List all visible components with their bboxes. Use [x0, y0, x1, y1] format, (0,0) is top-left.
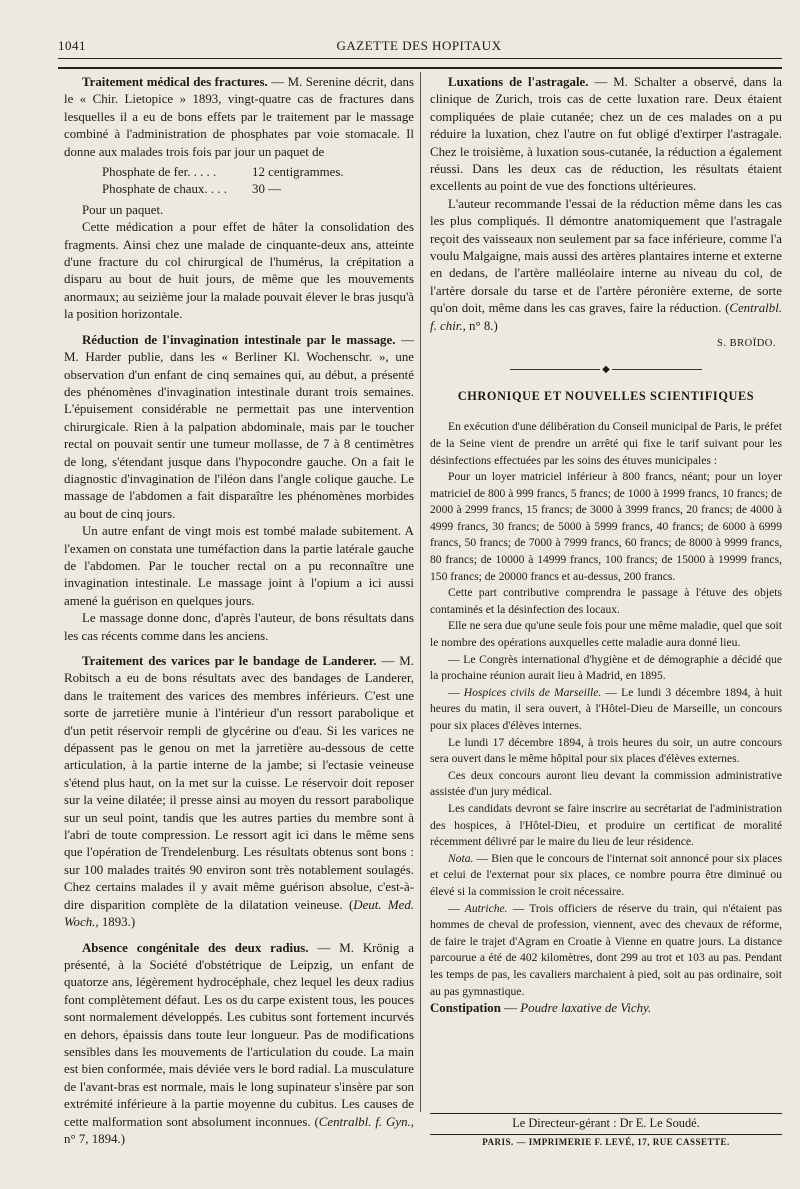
- column-separator: [420, 72, 421, 1112]
- citation-tail: , 1893.): [95, 915, 136, 930]
- news-heading: Hospices civils de Marseille.: [463, 685, 602, 699]
- author-signature: S. BROÏDO.: [717, 338, 776, 350]
- article-text: — M. Robitsch a eu de bons résultats avec des bandages de Landerer, dans le traitement des varices des membres inférieurs. C'est une sorte de jarretière munie à l'intérieur d'un ressort parabolique et d'un petit réservoir rempli de glycérine ou d'eau. Si les varices ne dépassent pas le genou on met la jarretière au-dessous de cette articulation, à la partie interne de la jambe; si l'ectasie veineuse s'étend plus haut, on la met sur la cuisse. Le réservoir doit reposer sur la veine dilatée; il presse ainsi au moyen du ressort parabolique sur un seul point, tandis que les autres parties du membre sont à l'abri de toute compression. Le ressort agit ici dans le même sens que l'opération de Trendelenburg. Les résultats obtenus sont bons : sur 100 malades traités 90 environ sont très notablement soulagés. Chez certains malades il y avait même guérison absolue, c'est-à-dire disparition complète de la dilatation veineuse. (: [64, 654, 414, 912]
- ingredient-name: Phosphate de chaux. . . .: [102, 182, 227, 197]
- chronique-content: [430, 419, 782, 1000]
- article-radius: [64, 940, 414, 1149]
- citation: Centralbl. f. Gyn.: [318, 1114, 411, 1129]
- article-text: — M. Serenine décrit, dans le « Chir. Lietopice » 1893, vingt-quatre cas de fractures dans lesquelles il a eu de bons effets par le traitement par le massage combiné à l'administration de phosphates par voie stomacale. Il donne aux malades trois fois par jour un paquet de: [64, 75, 415, 159]
- news-paragraph: En exécution d'une délibération du Conseil municipal de Paris, le préfet de la Seine vient de prendre un arrêté qui fixe le tarif suivant pour les désinfections effectuées par les soins des étuves municipales :: [430, 420, 782, 467]
- journal-title: GAZETTE DES HOPITAUX: [336, 38, 502, 53]
- news-heading: Autriche.: [464, 901, 508, 915]
- printer-line: PARIS. — IMPRIMERIE F. LEVÉ, 17, RUE CASSETTE.: [482, 1137, 730, 1147]
- header-rule-thick: [58, 67, 782, 69]
- citation-tail: , n° 7, 1894.): [64, 1114, 414, 1146]
- citation: Centralbl. f. chir.: [430, 301, 782, 333]
- news-paragraph: — Le Congrès international d'hygiène et de démographie a décidé que la prochaine réunion aurait lieu à Madrid, en 1895.: [430, 652, 782, 683]
- article-invagination: [64, 332, 414, 645]
- news-paragraph: Ces deux concours auront lieu devant la commission administrative assistée d'un jury médical.: [430, 768, 782, 799]
- article-title: Traitement médical des fractures.: [82, 75, 268, 89]
- ingredient-name: Phosphate de fer. . . . .: [102, 165, 217, 180]
- news-paragraph: Pour un loyer matriciel inférieur à 800 francs, néant; pour un loyer matriciel de 800 à 999 francs, 5 francs; de 1000 à 1999 francs, 10 francs; de 2000 à 2999 francs, 15 francs; de 3000 à 3999 francs, 20 francs; de 4000 à 4999 francs, 30 francs; de 5000 à 5999 francs, 40 francs; de 6000 à 6999 francs, 50 francs; de 7000 à 7999 francs, 60 francs; de 8000 à 9999 francs, 80 francs; de 10000 à 14999 francs, 100 francs; de 15000 à 19999 francs, 150 francs; de 20000 francs et au-dessus, 200 francs.: [430, 470, 782, 583]
- article-text: Le massage donne donc, d'après l'auteur, de bons résultats dans les cas récents comme dans les anciens.: [64, 611, 414, 643]
- article-astragale: [430, 74, 782, 353]
- news-heading: Nota.: [448, 851, 474, 865]
- footer-rule: [430, 1134, 782, 1135]
- right-column: [430, 74, 782, 1018]
- article-text: — M. Schalter a observé, dans la clinique de Zurich, trois cas de cette luxation rare. Deux étaient compliquées de plaie cutanée; chez un de ces malades on a pu réduire la luxation, chez l'autre on fut obligé d'extirper l'astragale. Chez le troisième, à luxation sous-cutanée, la réduction a également réussi. Dans les deux cas de réduction, les résultats étaient excellents au point de vue des fonctions ultérieures.: [430, 75, 782, 194]
- section-ornament: ◆: [430, 361, 782, 378]
- ad-product: Poudre laxative de Vichy.: [520, 1001, 652, 1016]
- director-line: Le Directeur-gérant : Dr E. Le Soudé.: [512, 1116, 700, 1130]
- news-paragraph: Elle ne sera due qu'une seule fois pour une même maladie, quel que soit le nombre des opérations auxquelles cette maladie aura donné lieu.: [430, 619, 782, 650]
- article-text: Cette médication a pour effet de hâter la consolidation des fragments. Ainsi chez une malade de cinquante-deux ans, atteinte d'une fracture du col chirurgical de l'humérus, la crépitation a disparu au bout de huit jours, de même que les mouvements anormaux; au seizième jour la malade pouvait élever le bras jusqu'à la position horizontale.: [64, 220, 414, 322]
- ingredient-dose: 30 —: [252, 182, 282, 197]
- news-paragraph: — Hospices civils de Marseille. — Le lundi 3 décembre 1894, à huit heures du matin, il sera ouvert, à l'Hôtel-Dieu de Marseille, un concours pour six places d'élèves internes.: [430, 685, 782, 732]
- ingredient-dose: 12 centigrammes.: [252, 165, 344, 180]
- prescription-row: [102, 181, 392, 198]
- article-title: Traitement des varices par le bandage de Landerer.: [82, 654, 377, 668]
- news-paragraph: Les candidats devront se faire inscrire au secrétariat de l'administration des hospices, à l'Hôtel-Dieu, et produire un certificat de moralité récemment délivré par le maire du lieu de leur résidence.: [430, 801, 782, 849]
- article-text: — M. Krönig a présenté, à la Société d'obstétrique de Leipzig, un enfant de quatorze ans, légèrement hydrocéphale, chez lequel les deux radius font complètement défaut. Les os du carpe existent tous, les pouces sont normalement développés. Les cubitus sont fortement incurvés en dehors, épaissis dans toute leur longueur. Pas de modifications sensibles dans les mouvements de l'articulation du coude. La main est bien conformée, mais déviée vers le bord radial. La musculature de l'avant-bras est normale, mais le long supinateur s'insère par son extrémité inférieure à la partie moyenne du cubitus. Les causes de cette malformation sont absolument inconnues. (: [64, 940, 414, 1129]
- header-rule: [58, 58, 782, 59]
- citation-tail: , n° 8.): [462, 318, 498, 333]
- news-paragraph: Nota. — Bien que le concours de l'internat soit annoncé pour six places et celui de l'externat pour six places, ce nombre pourra être diminué ou élevé si la commission le croit nécessaire.: [430, 851, 782, 898]
- news-paragraph: Le lundi 17 décembre 1894, à trois heures du soir, un autre concours sera ouvert dans le même hôpital pour six places d'élèves externes.: [430, 735, 782, 766]
- prescription-note: Pour un paquet.: [82, 202, 164, 217]
- article-title: Luxations de l'astragale.: [448, 75, 589, 89]
- article-title: Absence congénitale des deux radius.: [82, 940, 309, 955]
- left-column: [64, 74, 414, 1148]
- citation: Deut. Med. Woch.: [64, 897, 414, 930]
- article-title: Réduction de l'invagination intestinale par le massage.: [82, 332, 396, 347]
- article-varices: [64, 653, 414, 932]
- article-text: L'auteur recommande l'essai de la réduction même dans les cas les plus compliqués. Il démontre anatomiquement que l'astragale reçoit des vaisseaux non seulement par sa face inférieure, comme l'a voulu Malgaigne, mais aussi des artères plantaires interne et externe en dedans, de l'artère malléolaire interne au niveau du col, de l'artère dorsale du tarse et de l'artère péronière externe, de sorte qu'on doit, même dans les cas graves, faire la réduction. (: [430, 196, 783, 316]
- prescription-row: [102, 164, 392, 181]
- article-fractures: [64, 74, 414, 324]
- news-paragraph: — Autriche. — Trois officiers de réserve du train, qui n'étaient pas hommes de cheval de profession, viennent, avec des chevaux de réforme, de faire le trajet d'Agram en Croatie à Vienne en quatre jours. La distance parcourue a été de 402 kilomètres, dont 299 au trot et 103 au pas. Pendant les temps de pas, les cavaliers marchaient à pied, soit au pas ordinaire, soit au pas gymnastique.: [430, 901, 782, 998]
- article-text: Un autre enfant de vingt mois est tombé malade subitement. A l'examen on constata une tuméfaction dans la partie latérale gauche de l'abdomen. Par le toucher rectal on a pu reconnaître une invagination intestinale. Le massage joint à l'opium a ici aussi amené la guérison en quelques jours.: [64, 524, 414, 608]
- news-paragraph: Cette part contributive comprendra le passage à l'étuve des objets contaminés et la désinfection des locaux.: [430, 586, 782, 616]
- advertisement: Constipation — Poudre laxative de Vichy.: [430, 1001, 652, 1016]
- page-header: [58, 38, 780, 58]
- page-number: 1041: [58, 38, 86, 53]
- section-title: CHRONIQUE ET NOUVELLES SCIENTIFIQUES: [457, 388, 755, 403]
- ad-label: Constipation: [430, 1001, 501, 1016]
- prescription-table: [102, 164, 392, 199]
- footer-rule: [430, 1113, 782, 1114]
- article-text: — M. Harder publie, dans les « Berliner Kl. Wochenschr. », une observation d'un enfant de cinq semaines qui, au début, a présenté des phénomènes d'invagination intestinale durant trois semaines. L'épuisement considérable ne permettait pas une intervention chirurgicale. Rien à la palpation abdominale, mais par le toucher rectal on pouvait sentir une tumeur mollasse, de 7 à 8 centimètres de long, s'étendant jusque dans l'hypocondre gauche. On a fait le diagnostic d'invagination de l'iléon dans l'angle colique gauche. Le massage de l'abdomen a fait disparaître les phénomènes morbides au bout de cinq jours.: [64, 332, 414, 521]
